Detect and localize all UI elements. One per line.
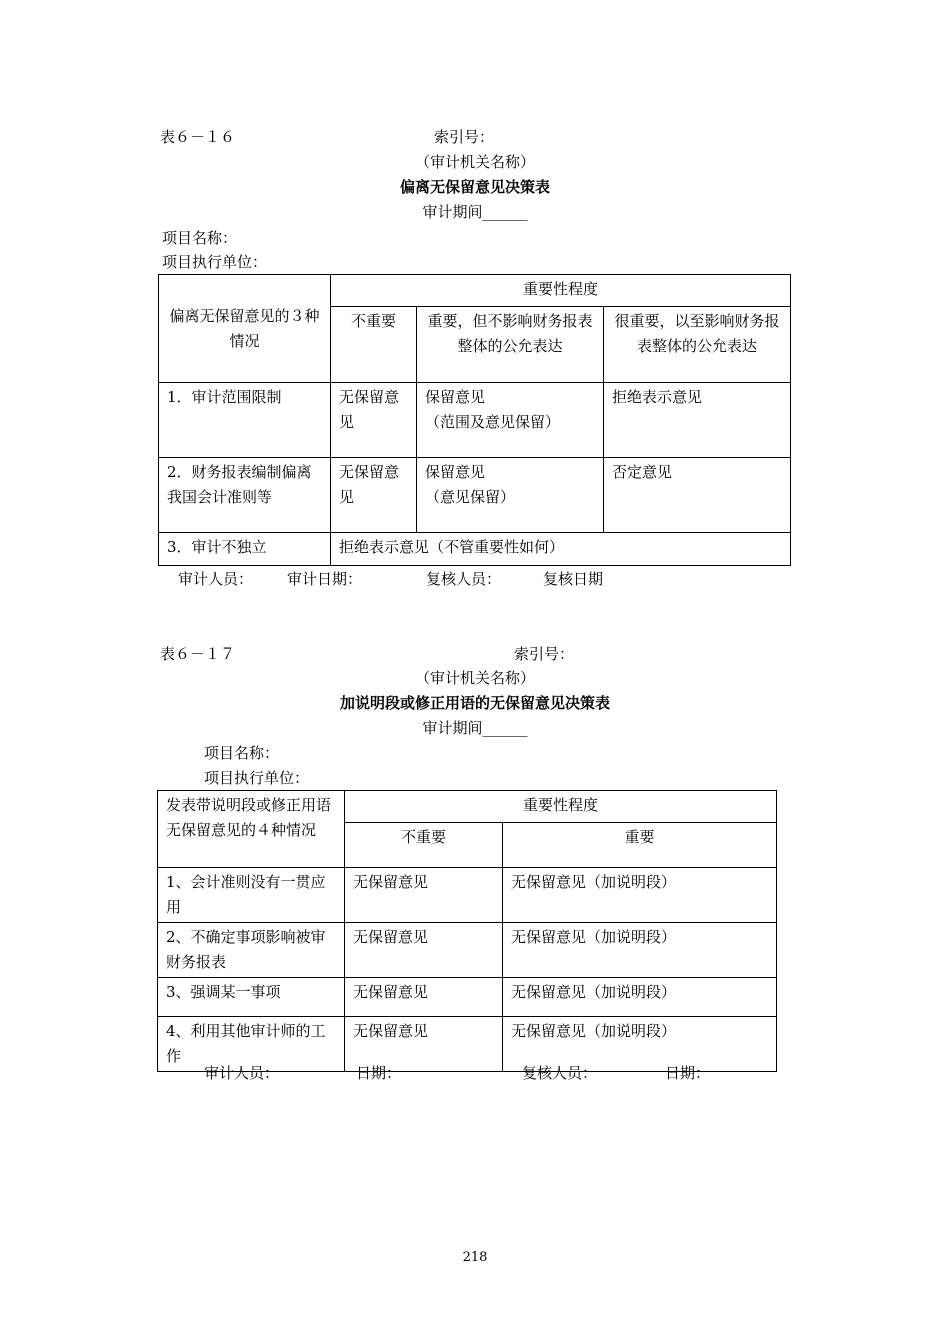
table2-grid bbox=[157, 790, 777, 1072]
table2-footer-date: 日期： bbox=[356, 1064, 402, 1082]
table2-row2-c1: 无保留意见 bbox=[345, 923, 503, 978]
table1-row1-c2: 保留意见 （范围及意见保留） bbox=[417, 383, 604, 458]
table1-footer-reviewer: 复核人员： bbox=[426, 570, 502, 588]
table1-header-left: 偏离无保留意见的３种情况 bbox=[159, 275, 331, 383]
table2-title: 加说明段或修正用语的无保留意见决策表 bbox=[339, 694, 610, 712]
table1-period: 审计期间______ bbox=[422, 203, 528, 221]
table1-row3-situation: 3．审计不独立 bbox=[159, 533, 331, 566]
table1-row2-c2: 保留意见 （意见保留） bbox=[417, 458, 604, 533]
table2-period: 审计期间______ bbox=[422, 719, 528, 737]
table1-row1-situation: 1．审计范围限制 bbox=[159, 383, 331, 458]
table2-col-important: 重要 bbox=[503, 823, 777, 868]
table2-row3-c1: 无保留意见 bbox=[345, 978, 503, 1017]
table2-footer-reviewer: 复核人员： bbox=[522, 1064, 598, 1082]
table1-col-very-important: 很重要，以至影响财务报表整体的公允表达 bbox=[604, 307, 791, 383]
table2-org: （审计机关名称） bbox=[414, 669, 535, 687]
table1-org: （审计机关名称） bbox=[414, 153, 535, 171]
table2-col-not-important: 不重要 bbox=[345, 823, 503, 868]
table1-row3-opinion: 拒绝表示意见（不管重要性如何） bbox=[331, 533, 791, 566]
table1-row1-c1: 无保留意见 bbox=[331, 383, 417, 458]
table2-row4-c2: 无保留意见（加说明段） bbox=[503, 1017, 777, 1072]
table1-footer-auditor: 审计人员： bbox=[178, 570, 254, 588]
table1-col-important: 重要，但不影响财务报表整体的公允表达 bbox=[417, 307, 604, 383]
table1-row2-c3: 否定意见 bbox=[604, 458, 791, 533]
table2-row3-situation: 3、强调某一事项 bbox=[158, 978, 345, 1017]
table1-row2-c1: 无保留意见 bbox=[331, 458, 417, 533]
table1-index-label: 索引号： bbox=[434, 128, 495, 146]
table2-project-name: 项目名称： bbox=[204, 744, 280, 762]
table2-header-group: 重要性程度 bbox=[345, 791, 777, 823]
table1-grid bbox=[158, 274, 791, 566]
table2-row3-c2: 无保留意见（加说明段） bbox=[503, 978, 777, 1017]
table2-header-left: 发表带说明段或修正用语无保留意见的４种情况 bbox=[158, 791, 345, 868]
table2-row1-c2: 无保留意见（加说明段） bbox=[503, 868, 777, 923]
table2-row1-c1: 无保留意见 bbox=[345, 868, 503, 923]
table1-row1-c3: 拒绝表示意见 bbox=[604, 383, 791, 458]
table1-project-name: 项目名称： bbox=[162, 229, 238, 247]
table2-exec-unit: 项目执行单位： bbox=[204, 769, 310, 787]
table1-title: 偏离无保留意见决策表 bbox=[399, 178, 550, 196]
table1-col-not-important: 不重要 bbox=[331, 307, 417, 383]
table2-row1-situation: 1、会计准则没有一贯应用 bbox=[158, 868, 345, 923]
table2-row2-c2: 无保留意见（加说明段） bbox=[503, 923, 777, 978]
table1-number: 表６－１６ bbox=[160, 128, 236, 146]
table2-row4-situation: 4、利用其他审计师的工作 bbox=[158, 1017, 345, 1072]
table1-exec-unit: 项目执行单位： bbox=[162, 253, 268, 271]
table1-footer-audit-date: 审计日期： bbox=[287, 570, 363, 588]
table2-row4-c1: 无保留意见 bbox=[345, 1017, 503, 1072]
table2-row2-situation: 2、不确定事项影响被审财务报表 bbox=[158, 923, 345, 978]
table2-number: 表６－１７ bbox=[160, 645, 236, 663]
table1-footer-review-date: 复核日期 bbox=[543, 570, 604, 588]
table1-header-group: 重要性程度 bbox=[331, 275, 791, 307]
table2-footer-auditor: 审计人员： bbox=[204, 1064, 280, 1082]
table2-footer-review-date: 日期： bbox=[665, 1064, 711, 1082]
table1-row2-situation: 2．财务报表编制偏离我国会计准则等 bbox=[159, 458, 331, 533]
table2-index-label: 索引号： bbox=[514, 645, 575, 663]
page-number: 218 bbox=[462, 1250, 488, 1265]
